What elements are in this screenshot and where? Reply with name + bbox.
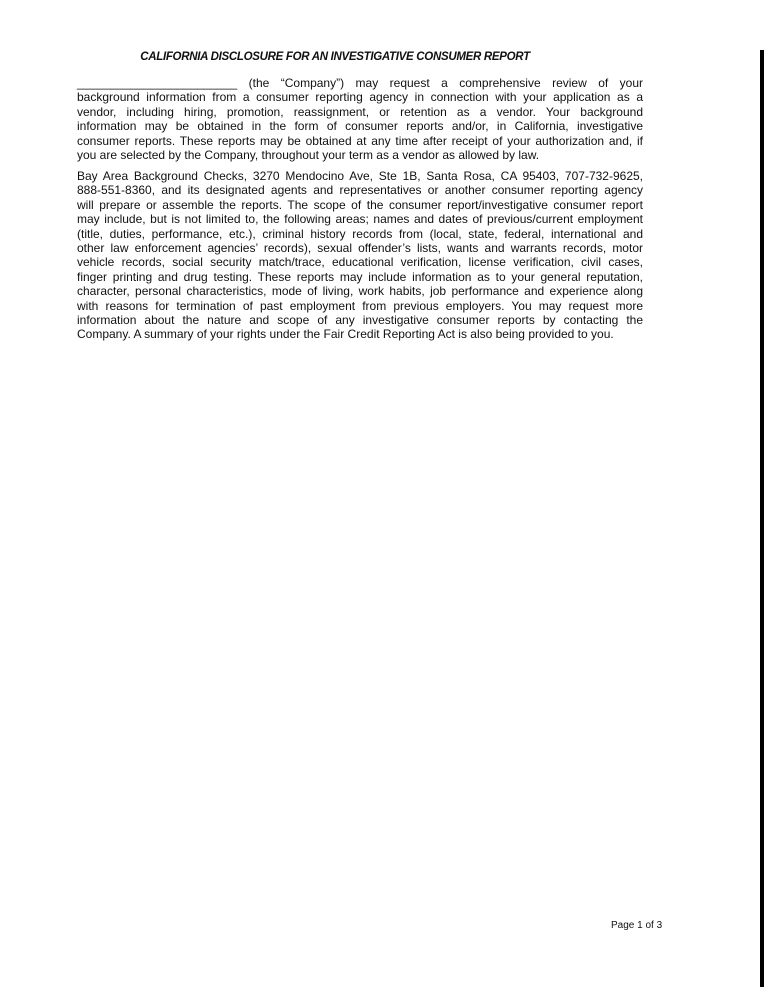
text-line: finger printing and drug testing. These reports may include information as to your general reputation,: [77, 269, 643, 284]
text-line: vendor, including hiring, promotion, reassignment, or retention as a vendor. Your background: [77, 104, 643, 119]
text-line: with reasons for termination of past employment from previous employers. You may request more: [77, 298, 643, 313]
text-line: 888-551-8360, and its designated agents and representatives or another consumer reporting agency: [77, 183, 643, 198]
text-line: Company. A summary of your rights under the Fair Credit Reporting Act is also being provided to you.: [77, 327, 614, 342]
document-title: CALIFORNIA DISCLOSURE FOR AN INVESTIGATIVE CONSUMER REPORT: [140, 51, 530, 63]
text-line: information may be obtained in the form of consumer reports and/or, in California, investigative: [77, 119, 643, 134]
text-line: you are selected by the Company, throughout your term as a vendor as allowed by law.: [77, 147, 540, 162]
text-line: ________________________ (the “Company”) may request a comprehensive review of your: [77, 76, 643, 90]
text-line: character, personal characteristics, mode of living, work habits, job performance and experience along: [77, 284, 643, 299]
page-number: Page 1 of 3: [611, 920, 663, 931]
text-line: Bay Area Background Checks, 3270 Mendocino Ave, Ste 1B, Santa Rosa, CA 95403, 707-732-9625,: [77, 169, 643, 183]
text-line: vehicle records, social security match/trace, educational verification, license verification, civil cases,: [77, 255, 643, 270]
text-line: may include, but is not limited to, the following areas; names and dates of previous/current employment: [77, 212, 643, 227]
page-edge-bar: [760, 50, 764, 987]
text-line: will prepare or assemble the reports. The scope of the consumer report/investigative consumer report: [77, 197, 643, 212]
text-line: (title, duties, performance, etc.), criminal history records from (local, state, federal, international and: [77, 226, 643, 241]
paragraph-reporting-agency: [77, 169, 643, 342]
text-line: background information from a consumer reporting agency in connection with your application as a: [77, 90, 643, 105]
text-line: consumer reports. These reports may be obtained at any time after receipt of your authorization and, if: [77, 133, 643, 148]
paragraph-company-disclosure: [77, 76, 643, 162]
text-line: other law enforcement agencies’ records), sexual offender’s lists, wants and warrants records, motor: [77, 240, 643, 255]
text-line: information about the nature and scope of any investigative consumer reports by contacting the: [77, 312, 643, 327]
